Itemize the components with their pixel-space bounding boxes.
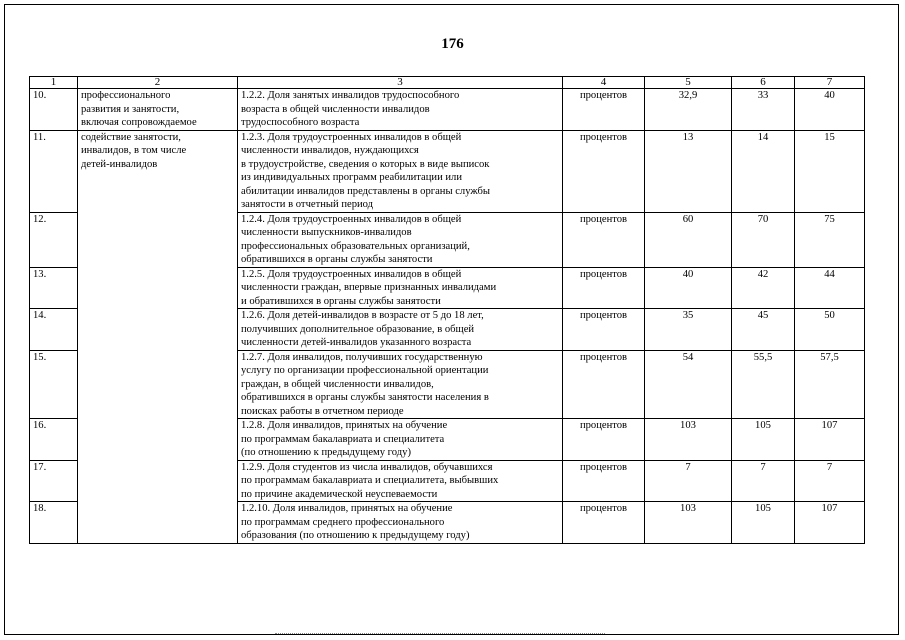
indicator-text-line: 1.2.6. Доля детей-инвалидов в возрасте от 5 до 18 лет, — [241, 310, 484, 321]
indicator-cell — [238, 460, 563, 502]
group-text-line: инвалидов, в том числе — [81, 145, 187, 156]
indicator-text-line: и обратившихся в органы службы занятости — [241, 295, 441, 307]
indicator-text-line: образования (по отношению к предыдущему году) — [241, 530, 470, 541]
group-text-line: развития и занятости, — [81, 103, 180, 115]
value-cell-6: 105 — [732, 419, 795, 461]
row-number: 14. — [30, 309, 78, 351]
indicator-text-line: 1.2.9. Доля студентов из числа инвалидов, обучавшихся — [241, 461, 493, 473]
indicator-text-line: (по отношению к предыдущему году) — [241, 447, 411, 458]
value-cell-7: 15 — [795, 130, 865, 212]
value-cell-5: 103 — [645, 419, 732, 461]
indicator-cell — [238, 212, 563, 267]
unit-cell: процентов — [563, 89, 645, 131]
indicator-text-line: занятости в отчетный период — [241, 199, 374, 210]
unit-cell: процентов — [563, 267, 645, 309]
value-cell-5: 35 — [645, 309, 732, 351]
indicator-cell — [238, 350, 563, 419]
indicator-text-line: 1.2.10. Доля инвалидов, принятых на обучение — [241, 503, 453, 514]
indicator-text-line: услугу по организации профессиональной ориентации — [241, 365, 489, 376]
indicator-text-line: 1.2.7. Доля инвалидов, получивших государственную — [241, 351, 483, 363]
row-number: 17. — [30, 460, 78, 502]
indicator-text-line: по программам бакалавриата и специалитета, выбывших — [241, 475, 499, 486]
row-number: 13. — [30, 267, 78, 309]
row-number: 11. — [30, 130, 78, 212]
group-cell — [78, 130, 238, 543]
value-cell-5: 13 — [645, 130, 732, 212]
group-text-line: включая сопровождаемое — [81, 117, 197, 128]
value-cell-6: 7 — [732, 460, 795, 502]
table-row — [30, 130, 865, 212]
indicator-text-line: абилитации инвалидов представлены в органы службы — [241, 185, 491, 197]
unit-cell: процентов — [563, 419, 645, 461]
column-number: 2 — [78, 77, 238, 89]
column-number: 5 — [645, 77, 732, 89]
value-cell-7: 44 — [795, 267, 865, 309]
indicator-text-line: обратившихся в органы службы занятости — [241, 254, 433, 265]
value-cell-5: 54 — [645, 350, 732, 419]
indicator-cell — [238, 419, 563, 461]
indicator-text-line: 1.2.3. Доля трудоустроенных инвалидов в общей — [241, 131, 462, 143]
value-cell-6: 45 — [732, 309, 795, 351]
indicator-text-line: численности граждан, впервые признанных инвалидами — [241, 282, 497, 293]
unit-cell: процентов — [563, 460, 645, 502]
indicator-text-line: профессиональных образовательных организаций, — [241, 240, 470, 252]
indicator-text-line: численности инвалидов, нуждающихся — [241, 145, 419, 156]
table-row — [30, 89, 865, 131]
indicator-text-line: из индивидуальных программ реабилитации или — [241, 172, 463, 183]
value-cell-7: 40 — [795, 89, 865, 131]
unit-cell: процентов — [563, 212, 645, 267]
column-number: 3 — [238, 77, 563, 89]
indicator-text-line: по программам среднего профессионального — [241, 516, 445, 528]
group-text-line: детей-инвалидов — [81, 158, 158, 170]
indicator-text-line: граждан, в общей численности инвалидов, — [241, 378, 434, 390]
value-cell-6: 55,5 — [732, 350, 795, 419]
indicator-cell — [238, 267, 563, 309]
indicator-text-line: 1.2.5. Доля трудоустроенных инвалидов в общей — [241, 268, 462, 280]
indicator-text-line: по причине академической неуспеваемости — [241, 488, 438, 500]
page-number: 176 — [441, 36, 464, 52]
indicator-cell — [238, 130, 563, 212]
value-cell-7: 57,5 — [795, 350, 865, 419]
indicator-text-line: трудоспособного возраста — [241, 117, 360, 128]
unit-cell: процентов — [563, 350, 645, 419]
value-cell-5: 32,9 — [645, 89, 732, 131]
value-cell-5: 40 — [645, 267, 732, 309]
value-cell-6: 33 — [732, 89, 795, 131]
indicator-text-line: 1.2.4. Доля трудоустроенных инвалидов в общей — [241, 213, 462, 225]
row-number: 18. — [30, 502, 78, 544]
scan-artifact — [275, 633, 605, 637]
column-number: 6 — [732, 77, 795, 89]
indicator-text-line: обратившихся в органы службы занятости населения в — [241, 392, 489, 403]
indicator-text-line: по программам бакалавриата и специалитета — [241, 433, 445, 445]
unit-cell: процентов — [563, 502, 645, 544]
value-cell-6: 42 — [732, 267, 795, 309]
value-cell-5: 60 — [645, 212, 732, 267]
indicator-text-line: поисках работы в отчетном периоде — [241, 405, 404, 417]
unit-cell: процентов — [563, 130, 645, 212]
row-number: 10. — [30, 89, 78, 131]
indicators-table — [29, 76, 865, 544]
value-cell-7: 107 — [795, 419, 865, 461]
value-cell-7: 50 — [795, 309, 865, 351]
column-number-row — [30, 77, 865, 89]
value-cell-5: 7 — [645, 460, 732, 502]
column-number: 1 — [30, 77, 78, 89]
value-cell-7: 107 — [795, 502, 865, 544]
indicator-text-line: в трудоустройстве, сведения о которых в виде выписок — [241, 158, 490, 170]
row-number: 12. — [30, 212, 78, 267]
group-text-line: профессионального — [81, 90, 171, 101]
indicator-text-line: 1.2.2. Доля занятых инвалидов трудоспособного — [241, 90, 460, 101]
group-cell — [78, 89, 238, 131]
value-cell-6: 70 — [732, 212, 795, 267]
indicator-cell — [238, 89, 563, 131]
indicator-cell — [238, 309, 563, 351]
indicator-text-line: 1.2.8. Доля инвалидов, принятых на обучение — [241, 420, 448, 431]
value-cell-6: 14 — [732, 130, 795, 212]
indicator-text-line: получивших дополнительное образование, в общей — [241, 323, 475, 335]
row-number: 15. — [30, 350, 78, 419]
indicator-cell — [238, 502, 563, 544]
column-number: 7 — [795, 77, 865, 89]
value-cell-7: 75 — [795, 212, 865, 267]
column-number: 4 — [563, 77, 645, 89]
value-cell-7: 7 — [795, 460, 865, 502]
indicator-text-line: численности выпускников-инвалидов — [241, 227, 412, 238]
value-cell-6: 105 — [732, 502, 795, 544]
value-cell-5: 103 — [645, 502, 732, 544]
row-number: 16. — [30, 419, 78, 461]
indicator-text-line: возраста в общей численности инвалидов — [241, 103, 430, 115]
unit-cell: процентов — [563, 309, 645, 351]
group-text-line: содействие занятости, — [81, 131, 181, 143]
indicator-text-line: численности детей-инвалидов указанного возраста — [241, 337, 472, 348]
